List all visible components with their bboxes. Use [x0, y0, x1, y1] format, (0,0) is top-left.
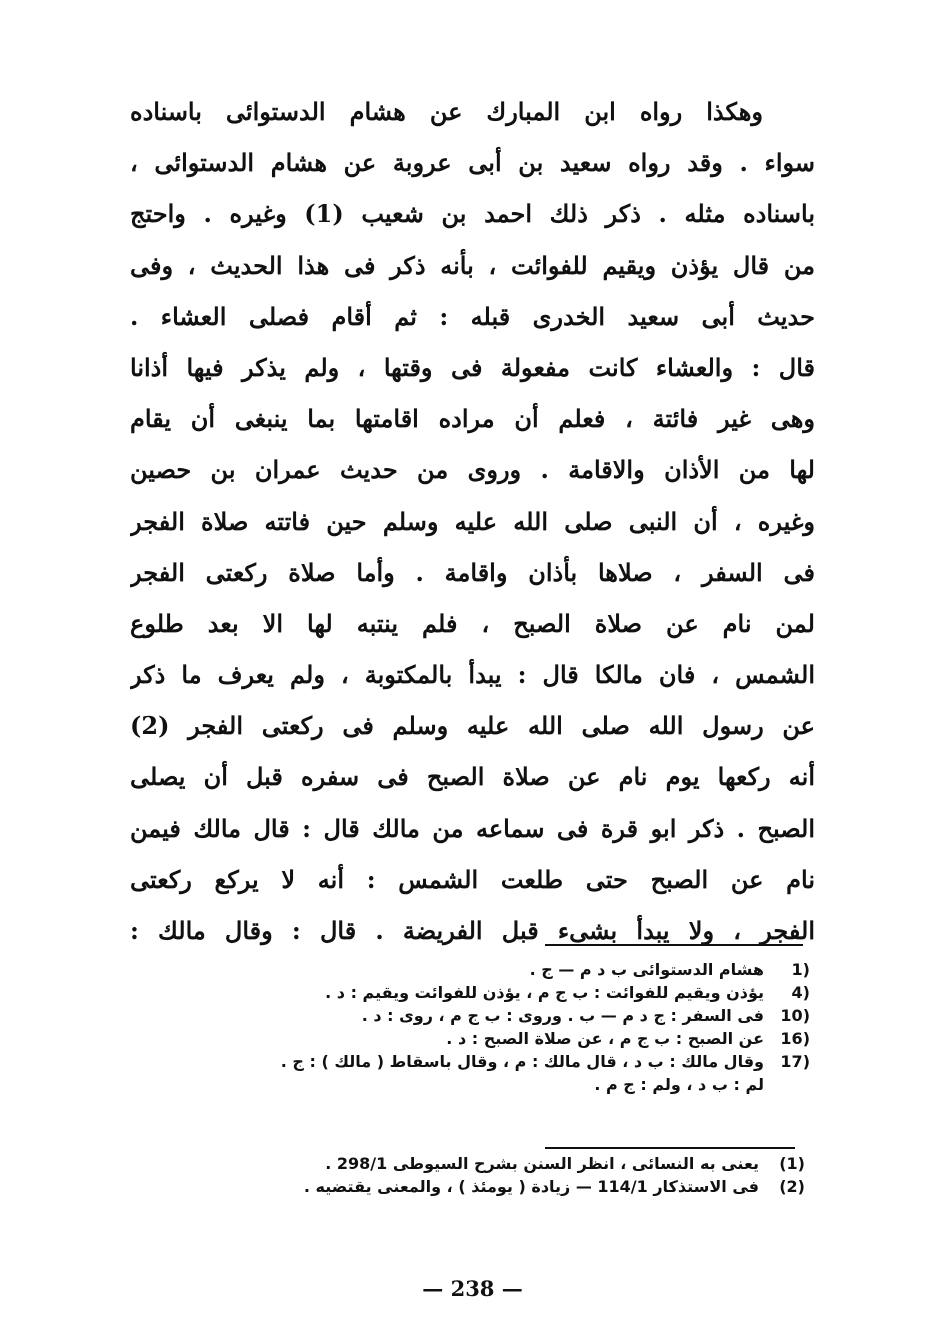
variant-note-text: فى السفر : ج د م — ب . وروى : ب ج م ، روى : د .	[361, 1006, 764, 1025]
variant-note-text: وقال مالك : ب د ، قال مالك : م ، وقال باسقاط ( مالك ) : ج .	[280, 1052, 764, 1071]
variant-note	[170, 1004, 810, 1027]
footnote-text: يعنى به النسائى ، انظر السنن بشرح السيوطى 298/1 .	[325, 1154, 759, 1173]
variant-note	[170, 1027, 810, 1050]
page-number: — 238 —	[422, 1276, 523, 1301]
variant-notes	[170, 958, 810, 1096]
text-line: باسناده مثله . ذكر ذلك احمد بن شعيب (1) وغيره . واحتج	[130, 199, 815, 229]
text-line: وهى غير فائتة ، فعلم أن مراده اقامتها بما ينبغى أن يقام	[130, 404, 815, 434]
variant-note	[170, 1050, 810, 1073]
text-line: عن رسول الله صلى الله عليه وسلم فى ركعتى الفجر (2)	[130, 711, 815, 741]
footnote-divider	[545, 1147, 795, 1149]
main-text-block	[130, 86, 815, 956]
variant-note-number: 10)	[780, 1006, 810, 1025]
text-line: حديث أبى سعيد الخدرى قبله : ثم أقام فصلى العشاء .	[130, 301, 815, 331]
text-line: قال : والعشاء كانت مفعولة فى وقتها ، ولم يذكر فيها أذانا	[130, 352, 815, 382]
text-line: وغيره ، أن النبى صلى الله عليه وسلم حين فاتته صلاة الفجر	[130, 506, 815, 536]
text-line: لمن نام عن صلاة الصبح ، فلم ينتبه لها الا بعد طلوع	[130, 608, 815, 638]
variant-note	[170, 981, 810, 1004]
text-line: نام عن الصبح حتى طلعت الشمس : أنه لا يركع ركعتى	[130, 864, 815, 894]
text-line: الصبح . ذكر ابو قرة فى سماعه من مالك قال : قال مالك فيمن	[130, 813, 815, 843]
variant-note-text: هشام الدستوائى ب د م — ج .	[529, 960, 764, 979]
variant-note-number: 17)	[780, 1052, 810, 1071]
footnote-number: (1)	[779, 1154, 805, 1173]
text-line: من قال يؤذن ويقيم للفوائت ، بأنه ذكر فى هذا الحديث ، وفى	[130, 250, 815, 280]
text-line: الفجر ، ولا يبدأ بشىء قبل الفريضة . قال : وقال مالك :	[130, 916, 815, 945]
variant-note	[170, 1073, 810, 1096]
text-line: وهكذا رواه ابن المبارك عن هشام الدستوائى باسناده	[130, 97, 763, 126]
text-line: الشمس ، فان مالكا قال : يبدأ بالمكتوبة ، ولم يعرف ما ذكر	[130, 660, 815, 690]
footnote-divider	[545, 944, 803, 946]
text-line: سواء . وقد رواه سعيد بن أبى عروبة عن هشام الدستوائى ،	[130, 148, 815, 178]
variant-note-text: يؤذن ويقيم للفوائت : ب ج م ، يؤذن للفوائت ويقيم : د .	[325, 983, 764, 1002]
variant-note-text: لم : ب د ، ولم : ج م .	[594, 1075, 764, 1094]
footnote	[190, 1175, 805, 1198]
footnote-text: فى الاستذكار 114/1 — زيادة ( يومئذ ) ، والمعنى يقتضيه .	[303, 1177, 759, 1196]
footnotes	[190, 1152, 805, 1198]
variant-note-number: 16)	[780, 1029, 810, 1048]
footnote-number: (2)	[779, 1177, 805, 1196]
variant-note-number: 1)	[791, 960, 810, 979]
variant-note	[170, 958, 810, 981]
variant-note-number: 4)	[791, 983, 810, 1002]
text-line: لها من الأذان والاقامة . وروى من حديث عمران بن حصين	[130, 455, 815, 485]
footnote	[190, 1152, 805, 1175]
variant-note-text: عن الصبح : ب ج م ، عن صلاة الصبح : د .	[446, 1029, 764, 1048]
text-line: أنه ركعها يوم نام عن صلاة الصبح فى سفره قبل أن يصلى	[130, 762, 815, 792]
text-line: فى السفر ، صلاها بأذان واقامة . وأما صلاة ركعتى الفجر	[130, 557, 815, 587]
